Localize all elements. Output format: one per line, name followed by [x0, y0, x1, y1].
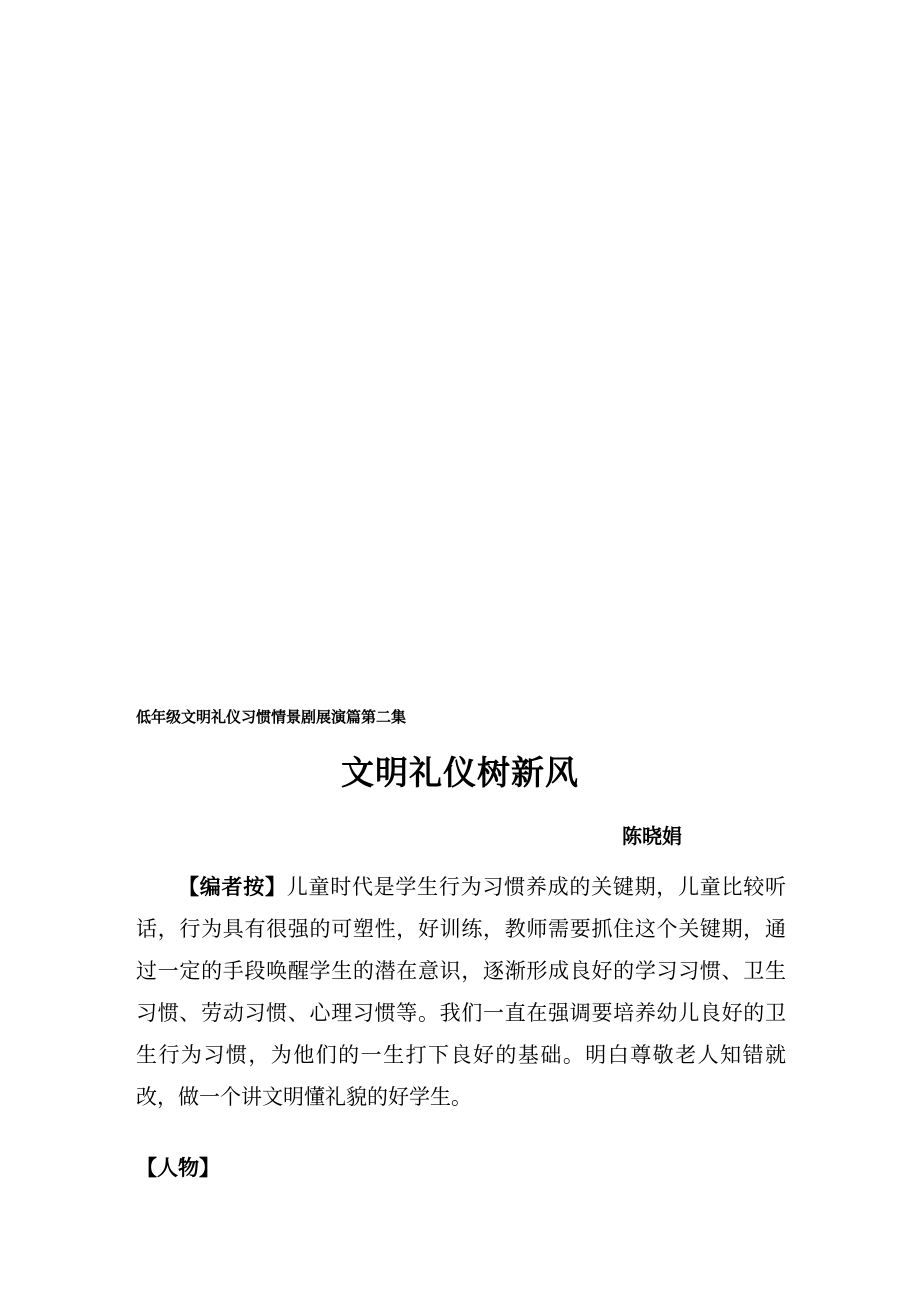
characters-section-heading: 【人物】: [136, 1155, 220, 1180]
editor-note-paragraph: [136, 866, 786, 1118]
document-subtitle: 低年级文明礼仪习惯情景剧展演篇第二集: [136, 708, 407, 726]
editor-note-label: 【编者按】: [178, 874, 287, 899]
document-title: 文明礼仪树新风: [341, 753, 579, 792]
editor-note-text: 儿童时代是学生行为习惯养成的关键期，儿童比较听话，行为具有很强的可塑性，好训练，教师需要抓住这个关键期，通过一定的手段唤醒学生的潜在意识，逐渐形成良好的学习习惯、卫生习惯、劳动习惯、心理习惯等。我们一直在强调要培养幼儿良好的卫生行为习惯，为他们的一生打下良好的基础。明白尊敬老人知错就改，做一个讲文明懂礼貌的好学生。: [136, 875, 787, 1109]
document-author: 陈晓娟: [622, 824, 682, 848]
